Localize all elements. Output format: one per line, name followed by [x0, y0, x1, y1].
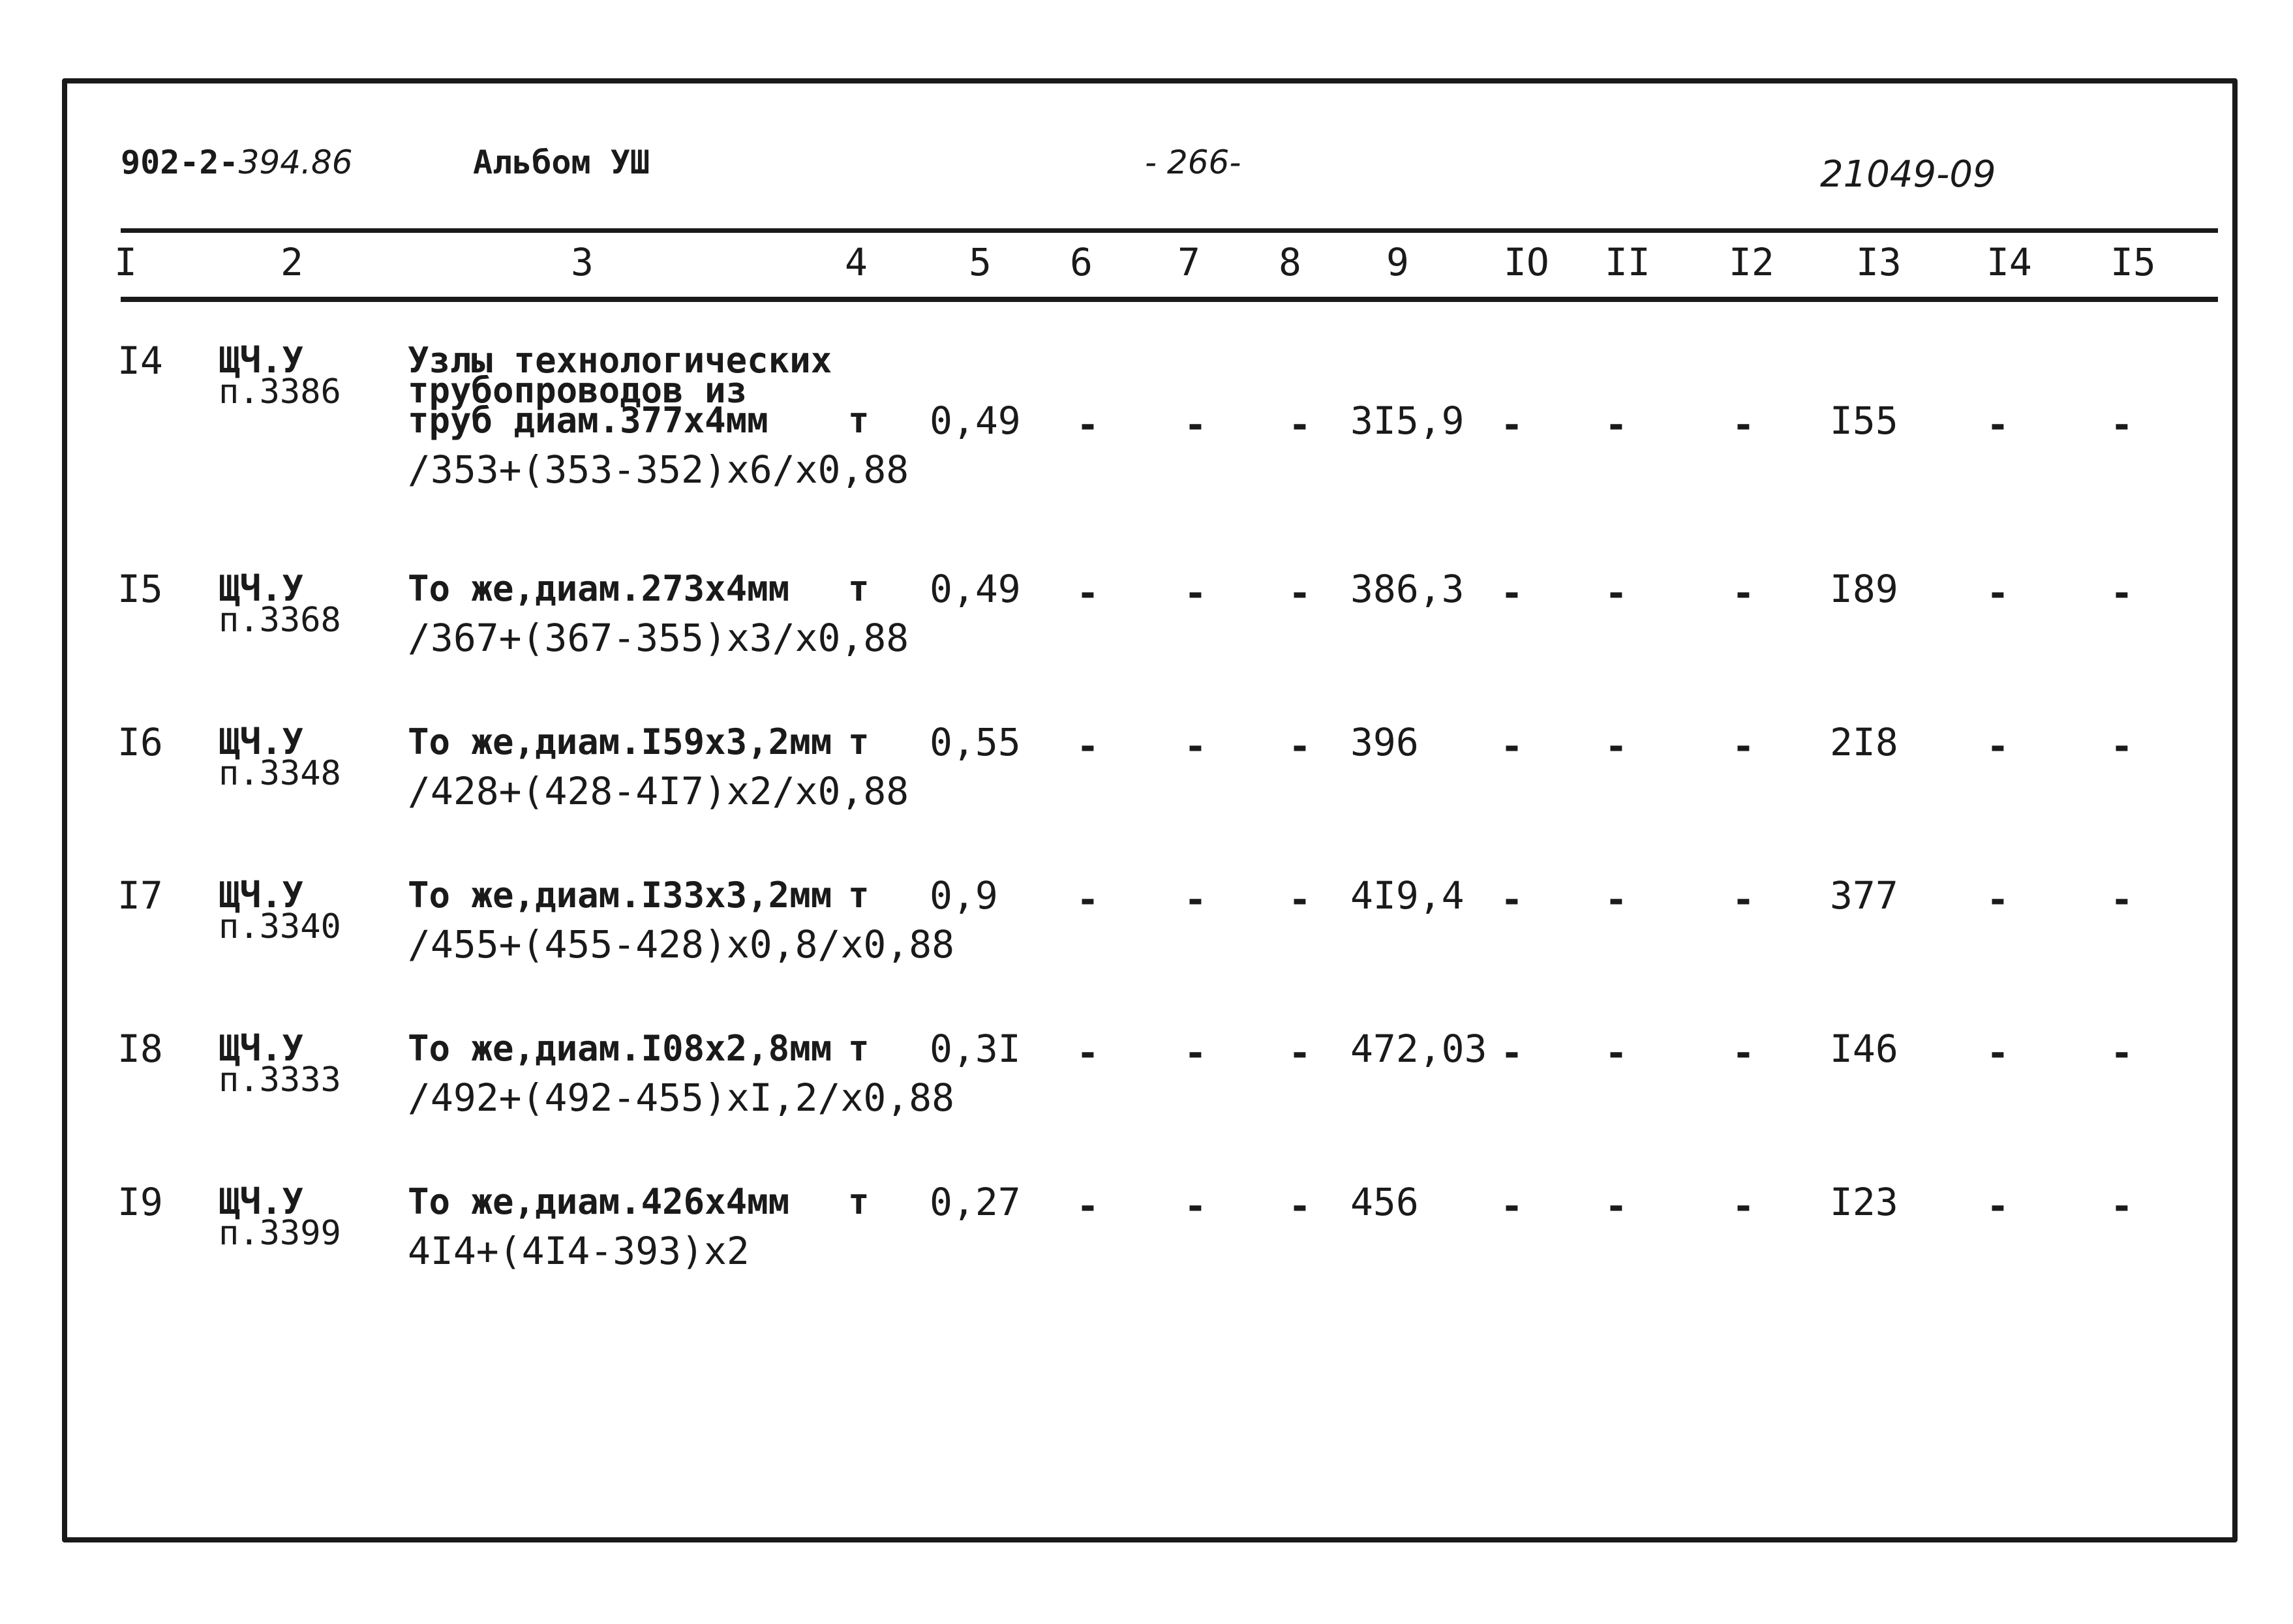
value-col-5: 0,27: [930, 1180, 1021, 1224]
value-col-6: -: [1076, 724, 1099, 768]
unit: т: [848, 568, 870, 609]
value-col-10: -: [1500, 1184, 1523, 1228]
norm-code: ЩЧ.У: [219, 1181, 304, 1222]
column-number: I5: [2110, 240, 2156, 284]
value-col-7: -: [1184, 724, 1207, 768]
norm-item: п.3333: [219, 1060, 341, 1100]
value-col-9: 456: [1350, 1180, 1419, 1224]
value-col-11: -: [1605, 402, 1628, 447]
norm-item: п.3340: [219, 907, 341, 946]
norm-item: п.3348: [219, 754, 341, 793]
description-line: То же,диам.I08х2,8мм: [408, 1028, 832, 1069]
value-col-9: 396: [1350, 720, 1419, 764]
value-col-10: -: [1500, 571, 1523, 615]
price-formula: /353+(353-352)х6/х0,88: [408, 447, 909, 492]
value-col-13: I23: [1830, 1180, 1898, 1224]
unit: т: [848, 400, 870, 441]
column-number: 7: [1177, 240, 1200, 284]
value-col-14: -: [1986, 1030, 2009, 1075]
page-number: - 266-: [1145, 143, 1241, 181]
value-col-7: -: [1184, 402, 1207, 447]
value-col-12: -: [1732, 1030, 1755, 1075]
value-col-8: -: [1288, 1030, 1311, 1075]
unit: т: [848, 1028, 870, 1069]
value-col-6: -: [1076, 877, 1099, 922]
description-line: труб диам.377х4мм: [408, 400, 768, 441]
value-col-10: -: [1500, 1030, 1523, 1075]
value-col-13: I89: [1830, 567, 1898, 611]
sheet-number: 21049-09: [1820, 153, 1996, 196]
value-col-5: 0,55: [930, 720, 1021, 764]
value-col-12: -: [1732, 402, 1755, 447]
value-col-14: -: [1986, 877, 2009, 922]
row-number: I5: [117, 567, 163, 611]
value-col-14: -: [1986, 402, 2009, 447]
column-number: IO: [1504, 240, 1549, 284]
column-number: 8: [1279, 240, 1301, 284]
norm-item: п.3399: [219, 1214, 341, 1253]
value-col-8: -: [1288, 877, 1311, 922]
value-col-15: -: [2110, 877, 2133, 922]
description-line: То же,диам.I33х3,2мм: [408, 875, 832, 916]
norm-code: ЩЧ.У: [219, 875, 304, 916]
norm-item: п.3386: [219, 372, 341, 412]
value-col-10: -: [1500, 724, 1523, 768]
unit: т: [848, 875, 870, 916]
value-col-13: I55: [1830, 398, 1898, 443]
value-col-12: -: [1732, 877, 1755, 922]
price-formula: /492+(492-455)хI,2/х0,88: [408, 1075, 955, 1120]
description-line: То же,диам.273х4мм: [408, 568, 790, 609]
document-code-handwritten: 394.86: [238, 143, 353, 181]
value-col-9: 4I9,4: [1350, 873, 1465, 918]
column-number: I: [114, 240, 137, 284]
description-line: То же,диам.I59х3,2мм: [408, 721, 832, 762]
norm-code: ЩЧ.У: [219, 340, 304, 381]
row-number: I6: [117, 720, 163, 764]
description-line: То же,диам.426х4мм: [408, 1181, 790, 1222]
value-col-6: -: [1076, 402, 1099, 447]
document-code: 902-2-394.86: [121, 143, 353, 181]
value-col-8: -: [1288, 571, 1311, 615]
value-col-11: -: [1605, 1184, 1628, 1228]
norm-code: ЩЧ.У: [219, 1028, 304, 1069]
price-formula: /455+(455-428)х0,8/х0,88: [408, 922, 955, 967]
value-col-15: -: [2110, 1030, 2133, 1075]
value-col-6: -: [1076, 1184, 1099, 1228]
column-number: 4: [845, 240, 868, 284]
value-col-9: 3I5,9: [1350, 398, 1465, 443]
header-bottom-rule: [121, 297, 2218, 302]
value-col-13: 377: [1830, 873, 1898, 918]
value-col-7: -: [1184, 877, 1207, 922]
value-col-8: -: [1288, 402, 1311, 447]
unit: т: [848, 1181, 870, 1222]
value-col-11: -: [1605, 571, 1628, 615]
value-col-5: 0,3I: [930, 1027, 1021, 1071]
column-number: 9: [1386, 240, 1409, 284]
value-col-14: -: [1986, 571, 2009, 615]
unit: т: [848, 721, 870, 762]
value-col-15: -: [2110, 571, 2133, 615]
value-col-12: -: [1732, 571, 1755, 615]
column-number: I3: [1856, 240, 1902, 284]
norm-code: ЩЧ.У: [219, 721, 304, 762]
column-number: 6: [1070, 240, 1093, 284]
value-col-13: I46: [1830, 1027, 1898, 1071]
value-col-15: -: [2110, 402, 2133, 447]
value-col-10: -: [1500, 402, 1523, 447]
value-col-13: 2I8: [1830, 720, 1898, 764]
price-formula: 4I4+(4I4-393)х2: [408, 1229, 750, 1273]
norm-item: п.3368: [219, 601, 341, 640]
row-number: I9: [117, 1180, 163, 1224]
value-col-5: 0,9: [930, 873, 998, 918]
column-number: 5: [969, 240, 992, 284]
value-col-9: 386,3: [1350, 567, 1465, 611]
value-col-5: 0,49: [930, 567, 1021, 611]
column-number: 3: [571, 240, 594, 284]
value-col-10: -: [1500, 877, 1523, 922]
description-line: трубопроводов из: [408, 370, 748, 411]
row-number: I4: [117, 338, 163, 383]
price-formula: /428+(428-4I7)х2/х0,88: [408, 769, 909, 813]
value-col-11: -: [1605, 877, 1628, 922]
value-col-15: -: [2110, 724, 2133, 768]
album-label: Альбом УШ: [473, 143, 650, 181]
value-col-5: 0,49: [930, 398, 1021, 443]
value-col-6: -: [1076, 571, 1099, 615]
value-col-7: -: [1184, 1030, 1207, 1075]
column-number: I2: [1729, 240, 1774, 284]
value-col-15: -: [2110, 1184, 2133, 1228]
column-number: I4: [1986, 240, 2032, 284]
norm-code: ЩЧ.У: [219, 568, 304, 609]
row-number: I8: [117, 1027, 163, 1071]
value-col-8: -: [1288, 724, 1311, 768]
description-line: Узлы технологических: [408, 340, 832, 381]
value-col-6: -: [1076, 1030, 1099, 1075]
value-col-8: -: [1288, 1184, 1311, 1228]
value-col-14: -: [1986, 1184, 2009, 1228]
column-number: 2: [281, 240, 303, 284]
value-col-14: -: [1986, 724, 2009, 768]
value-col-11: -: [1605, 724, 1628, 768]
value-col-9: 472,03: [1350, 1027, 1487, 1071]
price-formula: /367+(367-355)х3/х0,88: [408, 616, 909, 660]
value-col-12: -: [1732, 724, 1755, 768]
header-top-rule: [121, 228, 2218, 233]
row-number: I7: [117, 873, 163, 918]
value-col-7: -: [1184, 1184, 1207, 1228]
value-col-12: -: [1732, 1184, 1755, 1228]
value-col-11: -: [1605, 1030, 1628, 1075]
column-number: II: [1605, 240, 1650, 284]
value-col-7: -: [1184, 571, 1207, 615]
